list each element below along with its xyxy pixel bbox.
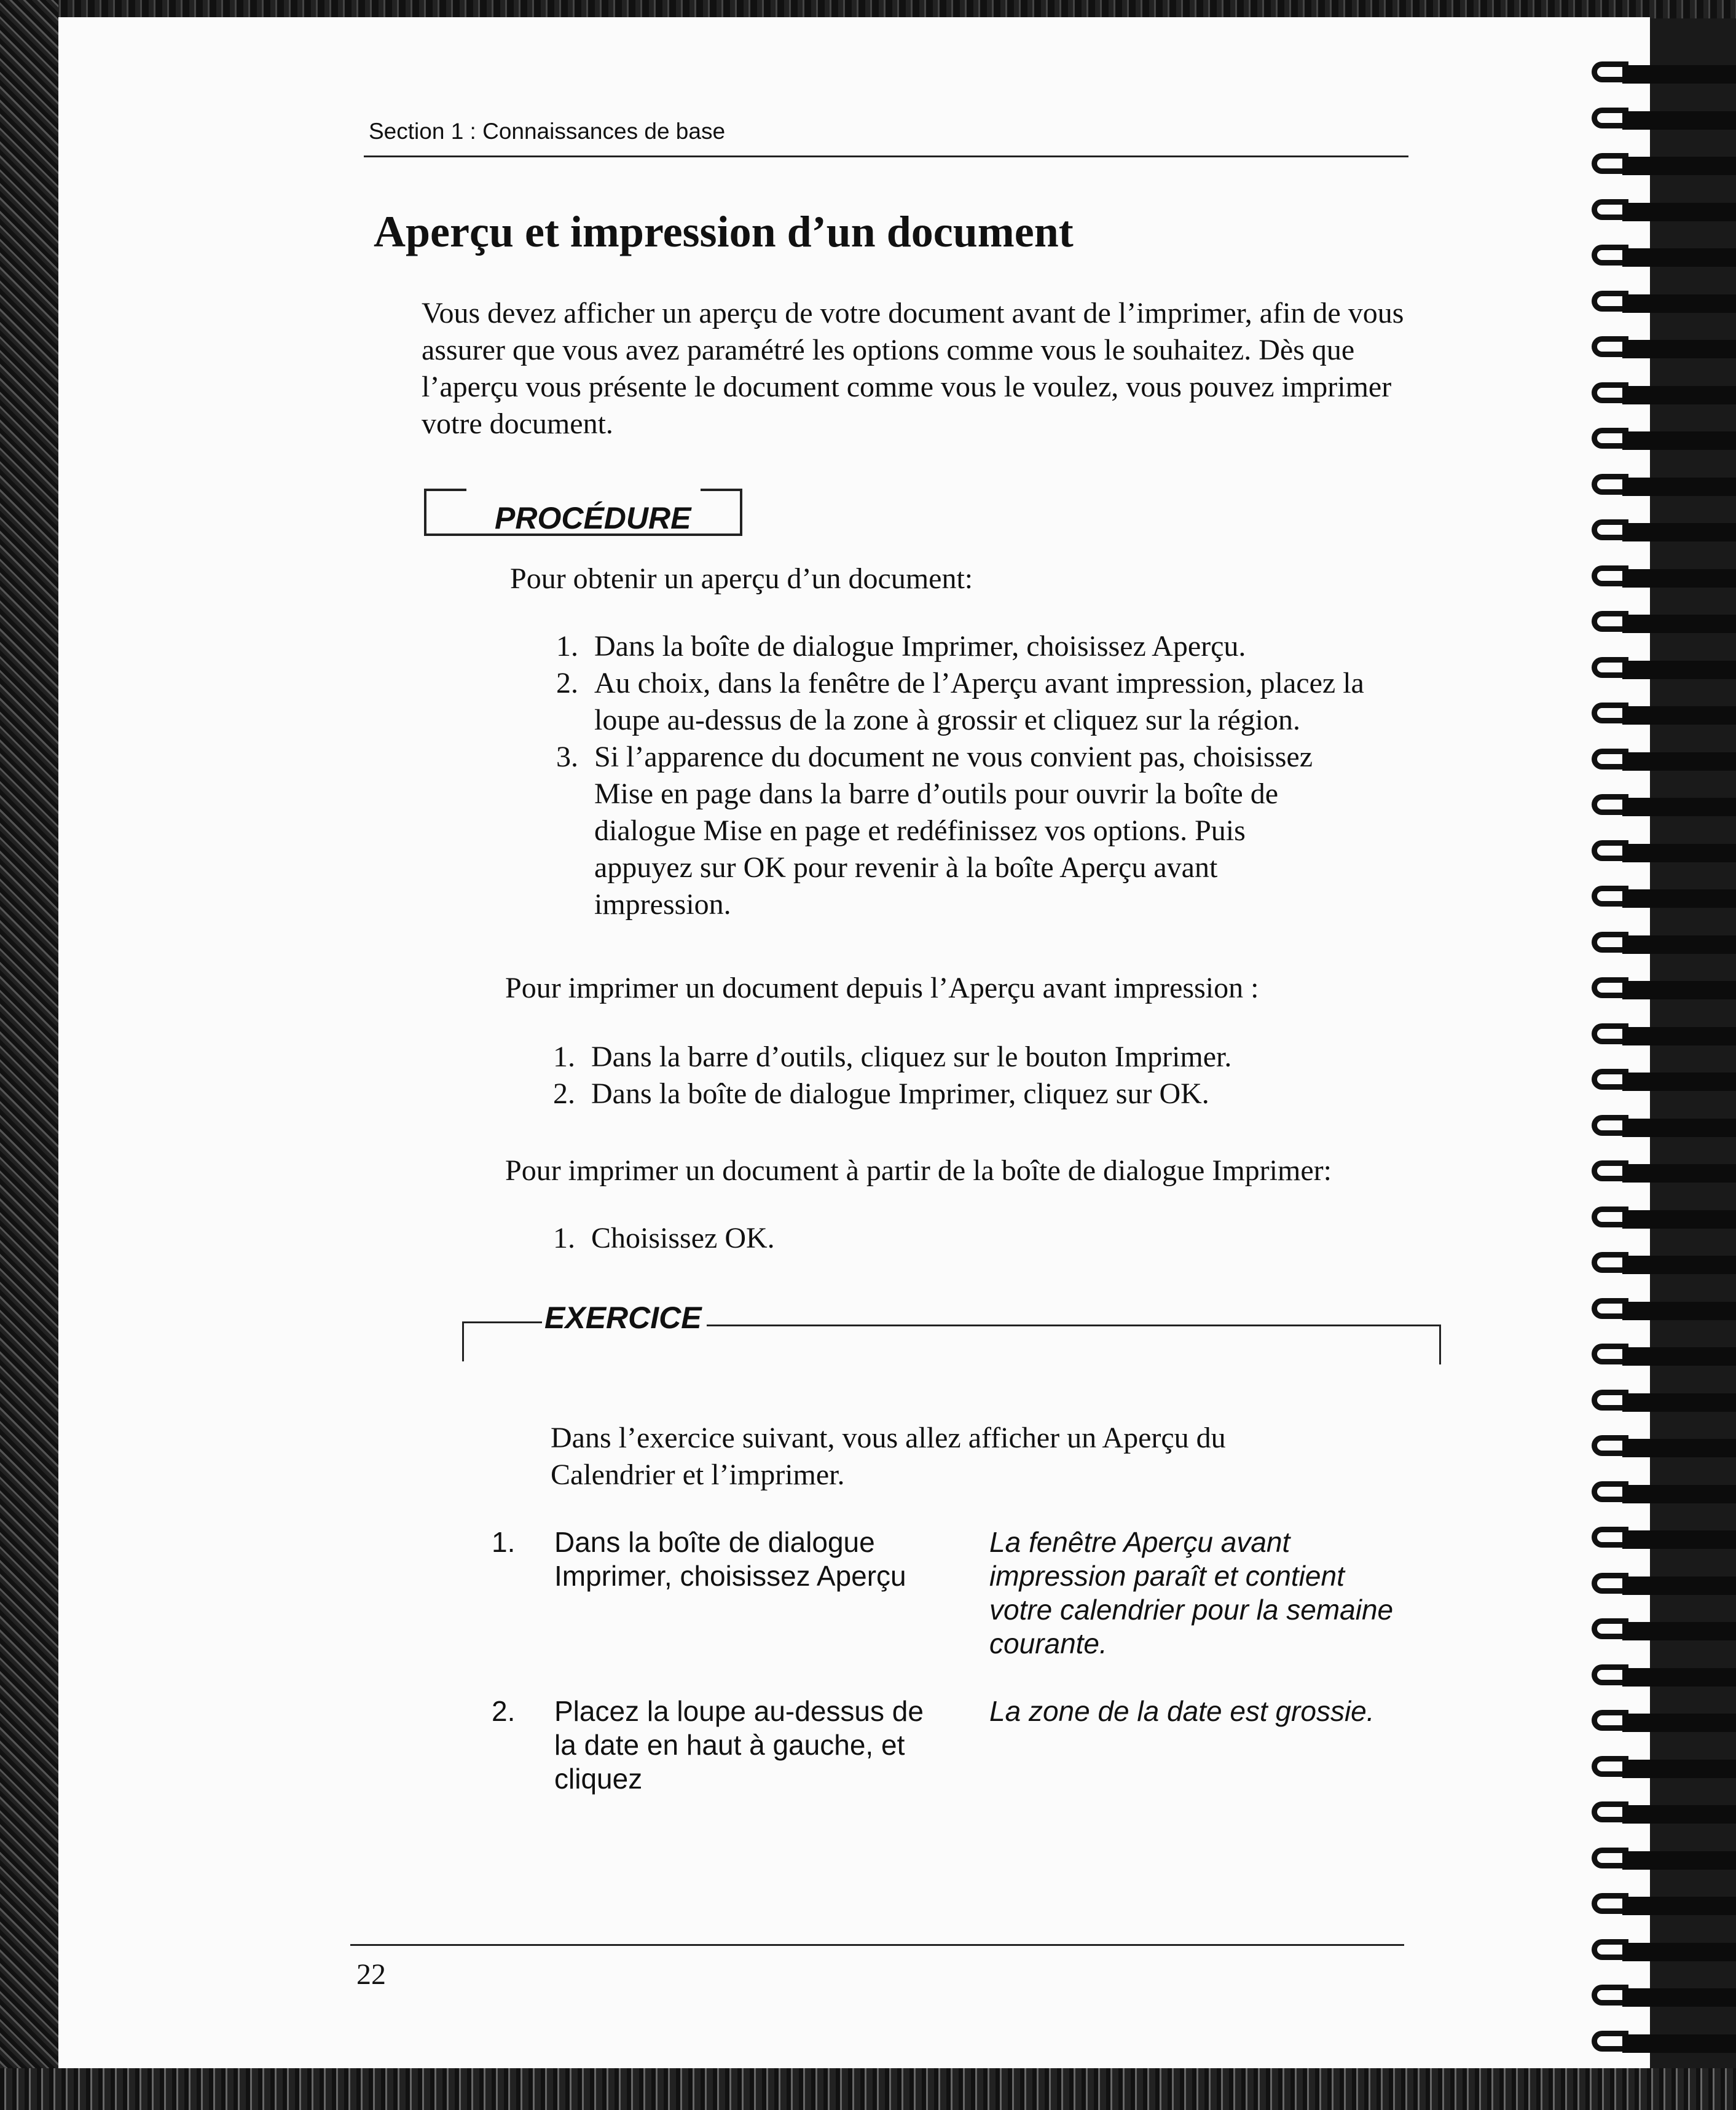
procedure-heading-2: Pour imprimer un document depuis l’Aperçu avant impression : — [505, 972, 1259, 1004]
list-item: 1. Dans la boîte de dialogue Imprimer, choisissez Aperçu. — [556, 630, 1246, 663]
binding-coil — [1592, 1115, 1736, 1140]
binding-coil — [1592, 1893, 1736, 1918]
page-number: 22 — [356, 1958, 386, 1991]
binding-coil — [1592, 245, 1736, 269]
procedure-label: PROCÉDURE — [495, 501, 691, 535]
binding-coil — [1592, 108, 1736, 132]
binding-coil — [1592, 932, 1736, 956]
list-item: 1. Dans la barre d’outils, cliquez sur le bouton Imprimer. — [553, 1041, 1232, 1073]
binding-coil — [1592, 1664, 1736, 1689]
list-item: 2. Dans la boîte de dialogue Imprimer, cliquez sur OK. — [553, 1077, 1209, 1110]
procedure-steps-3 — [553, 1220, 1401, 1257]
binding-coil — [1592, 794, 1736, 819]
list-item: 1. Choisissez OK. — [553, 1222, 775, 1254]
binding-coil — [1592, 1481, 1736, 1506]
page-title: Aperçu et impression d’un document — [374, 207, 1074, 256]
binding-coil — [1592, 1710, 1736, 1734]
binding-coil — [1592, 153, 1736, 178]
binding-coil — [1592, 1252, 1736, 1277]
binding-coil — [1592, 1756, 1736, 1781]
binding-coil — [1592, 382, 1736, 407]
exercise-step-action: Placez la loupe au-dessus de la date en haut à gauche, et cliquez — [554, 1695, 924, 1795]
binding-coil — [1592, 1390, 1736, 1414]
binding-coil — [1592, 291, 1736, 315]
list-item: 3. Si l’apparence du document ne vous convient pas, choisissez Mise en page dans la barre d’outils pour ouvrir la boîte de dialogue Mise en page et redéfinissez vos options. Puis appuyez sur OK pour revenir à la boîte Aperçu avant impression. — [556, 741, 1313, 921]
procedure-heading-1: Pour obtenir un aperçu d’un document: — [510, 562, 973, 595]
binding-coil — [1592, 1069, 1736, 1093]
binding-coil — [1592, 1573, 1736, 1597]
binding-coil — [1592, 428, 1736, 452]
binding-coil — [1592, 1939, 1736, 1964]
binding-coil — [1592, 1344, 1736, 1368]
exercise-intro: Dans l’exercice suivant, vous allez afficher un Aperçu du Calendrier et l’imprimer. — [551, 1422, 1226, 1491]
spiral-binding — [1592, 37, 1736, 2077]
header-rule — [364, 155, 1408, 157]
binding-coil — [1592, 840, 1736, 865]
binding-coil — [1592, 1435, 1736, 1460]
exercise-frame-right — [1439, 1325, 1441, 1364]
binding-coil — [1592, 474, 1736, 498]
binding-coil — [1592, 199, 1736, 224]
binding-coil — [1592, 2031, 1736, 2055]
section-header: Section 1 : Connaissances de base — [369, 119, 726, 144]
binding-coil — [1592, 886, 1736, 910]
binding-coil — [1592, 977, 1736, 1002]
binding-coil — [1592, 519, 1736, 544]
list-item: 2. Au choix, dans la fenêtre de l’Aperçu avant impression, placez la loupe au-dessus de la zone à grossir et cliquez sur la région. — [556, 667, 1364, 736]
procedure-heading-3: Pour imprimer un document à partir de la boîte de dialogue Imprimer: — [505, 1154, 1332, 1187]
binding-coil — [1592, 1207, 1736, 1231]
exercise-step-number: 2. — [492, 1695, 516, 1727]
exercise-frame-left — [462, 1321, 464, 1361]
binding-coil — [1592, 565, 1736, 590]
binding-coil — [1592, 611, 1736, 636]
exercise-frame-top-left — [462, 1321, 542, 1323]
binding-coil — [1592, 1618, 1736, 1643]
intro-paragraph: Vous devez afficher un aperçu de votre document avant de l’imprimer, afin de vous assurer que vous avez paramétré les options comme vous le souhaitez. Dès que l’aperçu vous présente le document comme vous le voulez, vous pouvez imprimer votre document. — [422, 297, 1404, 440]
procedure-frame-top-right — [701, 489, 742, 491]
binding-coil — [1592, 1801, 1736, 1826]
procedure-steps-2 — [553, 1039, 1401, 1112]
binding-coil — [1592, 336, 1736, 361]
scan-edge-bottom — [0, 2068, 1736, 2110]
exercise-step-number: 1. — [492, 1526, 516, 1558]
procedure-steps-1 — [556, 628, 1404, 923]
binding-coil — [1592, 703, 1736, 727]
binding-coil — [1592, 657, 1736, 682]
binding-coil — [1592, 1848, 1736, 1872]
binding-coil — [1592, 1023, 1736, 1048]
exercise-frame-top-right — [707, 1325, 1441, 1326]
exercise-label: EXERCICE — [544, 1301, 702, 1335]
binding-coil — [1592, 1527, 1736, 1551]
binding-coil — [1592, 61, 1736, 86]
footer-rule — [350, 1944, 1404, 1946]
exercise-step-result: La zone de la date est grossie. — [989, 1695, 1375, 1727]
exercise-step-result: La fenêtre Aperçu avant impression paraît et contient votre calendrier pour la semaine courante. — [989, 1526, 1394, 1659]
binding-coil — [1592, 1160, 1736, 1185]
scan-edge-left — [0, 0, 58, 2110]
binding-coil — [1592, 1298, 1736, 1323]
exercise-step-action: Dans la boîte de dialogue Imprimer, choisissez Aperçu — [554, 1526, 906, 1592]
binding-coil — [1592, 749, 1736, 773]
scan-edge-top — [0, 0, 1736, 18]
binding-coil — [1592, 1985, 1736, 2009]
